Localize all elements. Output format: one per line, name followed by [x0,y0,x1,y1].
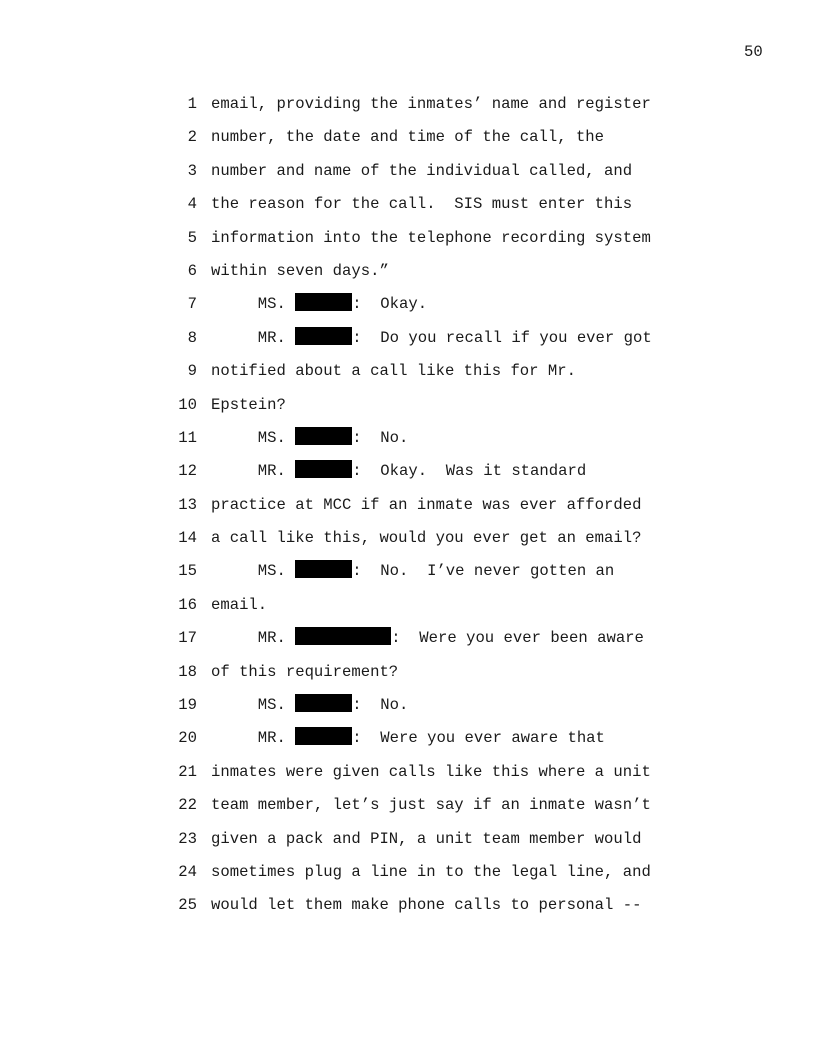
speaker-statement: : No. [352,428,409,447]
transcript-line [0,661,816,694]
line-number: 11 [178,428,197,447]
transcript-line [0,93,816,126]
speaker-label: MR. [257,462,286,481]
line-number: 16 [178,595,197,614]
line-text: email. [211,595,268,614]
line-number: 6 [187,261,197,280]
speaker-label: MS. [257,562,286,581]
transcript-line [0,594,816,627]
speaker-line [211,560,614,582]
line-number: 7 [187,295,197,314]
speaker-label: MR. [257,729,286,748]
line-text: sometimes plug a line in to the legal line, and [211,862,651,881]
speaker-line [211,293,427,315]
transcript-line [0,494,816,527]
transcript-line [0,360,816,393]
transcript-line [0,694,816,727]
line-number: 22 [178,796,197,815]
line-text: practice at MCC if an inmate was ever afforded [211,495,642,514]
line-number: 23 [178,829,197,848]
line-text: email, providing the inmates’ name and register [211,95,651,113]
transcript-line [0,460,816,493]
transcript-line [0,894,816,927]
speaker-label: MR. [257,629,286,648]
line-text: inmates were given calls like this where a unit [211,762,651,781]
line-text: within seven days.” [211,261,389,280]
redaction-box [295,727,352,745]
transcript-line [0,828,816,861]
page-number: 50 [744,43,763,61]
line-number: 14 [178,529,197,548]
line-text: team member, let’s just say if an inmate wasn’t [211,796,651,815]
transcript-line [0,293,816,326]
speaker-statement: : Were you ever been aware [391,629,644,648]
line-number: 12 [178,462,197,481]
line-number: 9 [187,362,197,381]
redaction-box [295,560,352,578]
transcript-line [0,327,816,360]
line-text: number, the date and time of the call, the [211,128,605,147]
line-number: 15 [178,562,197,581]
line-text: a call like this, would you ever get an email? [211,529,642,548]
redaction-box [295,460,352,478]
line-number: 3 [187,161,197,180]
line-text: notified about a call like this for Mr. [211,362,576,381]
line-number: 5 [187,228,197,247]
line-number: 17 [178,629,197,648]
speaker-line [211,460,586,482]
speaker-statement: : Okay. Was it standard [352,462,587,481]
transcript-lines [0,93,816,928]
line-text: of this requirement? [211,662,399,681]
redaction-box [295,427,352,445]
speaker-statement: : Do you recall if you ever got [352,328,652,347]
transcript-line [0,227,816,260]
transcript-line [0,427,816,460]
transcript-line [0,527,816,560]
speaker-line [211,327,652,349]
line-number: 10 [178,395,197,414]
line-number: 19 [178,696,197,715]
speaker-statement: : Were you ever aware that [352,729,605,748]
line-text: would let them make phone calls to personal -- [211,896,642,915]
line-number: 18 [178,662,197,681]
line-text: information into the telephone recording system [211,228,651,247]
transcript-line [0,260,816,293]
line-number: 25 [178,896,197,915]
line-number: 4 [187,195,197,214]
redaction-box [295,327,352,345]
transcript-line [0,126,816,159]
line-number: 13 [178,495,197,514]
line-number: 8 [187,328,197,347]
line-number: 24 [178,862,197,881]
speaker-label: MS. [257,295,286,314]
transcript-line [0,160,816,193]
speaker-label: MS. [257,696,286,715]
line-number: 1 [187,95,197,113]
transcript-line [0,727,816,760]
transcript-line [0,794,816,827]
redaction-box [295,293,352,311]
line-number: 20 [178,729,197,748]
redaction-box [295,694,352,712]
transcript-line [0,761,816,794]
speaker-statement: : No. I’ve never gotten an [352,562,615,581]
speaker-line [211,427,408,449]
line-text: given a pack and PIN, a unit team member would [211,829,642,848]
transcript-line [0,394,816,427]
redaction-box [295,627,391,645]
transcript-line [0,193,816,226]
transcript-line [0,560,816,593]
speaker-label: MR. [257,328,286,347]
speaker-line [211,694,408,716]
speaker-line [211,627,644,649]
line-number: 2 [187,128,197,147]
transcript-line [0,861,816,894]
speaker-statement: : No. [352,696,409,715]
line-text: Epstein? [211,395,286,414]
line-number: 21 [178,762,197,781]
speaker-line [211,727,605,749]
speaker-statement: : Okay. [352,295,428,314]
line-text: number and name of the individual called, and [211,161,633,180]
line-text: the reason for the call. SIS must enter this [211,195,633,214]
speaker-label: MS. [257,428,286,447]
transcript-line [0,627,816,660]
